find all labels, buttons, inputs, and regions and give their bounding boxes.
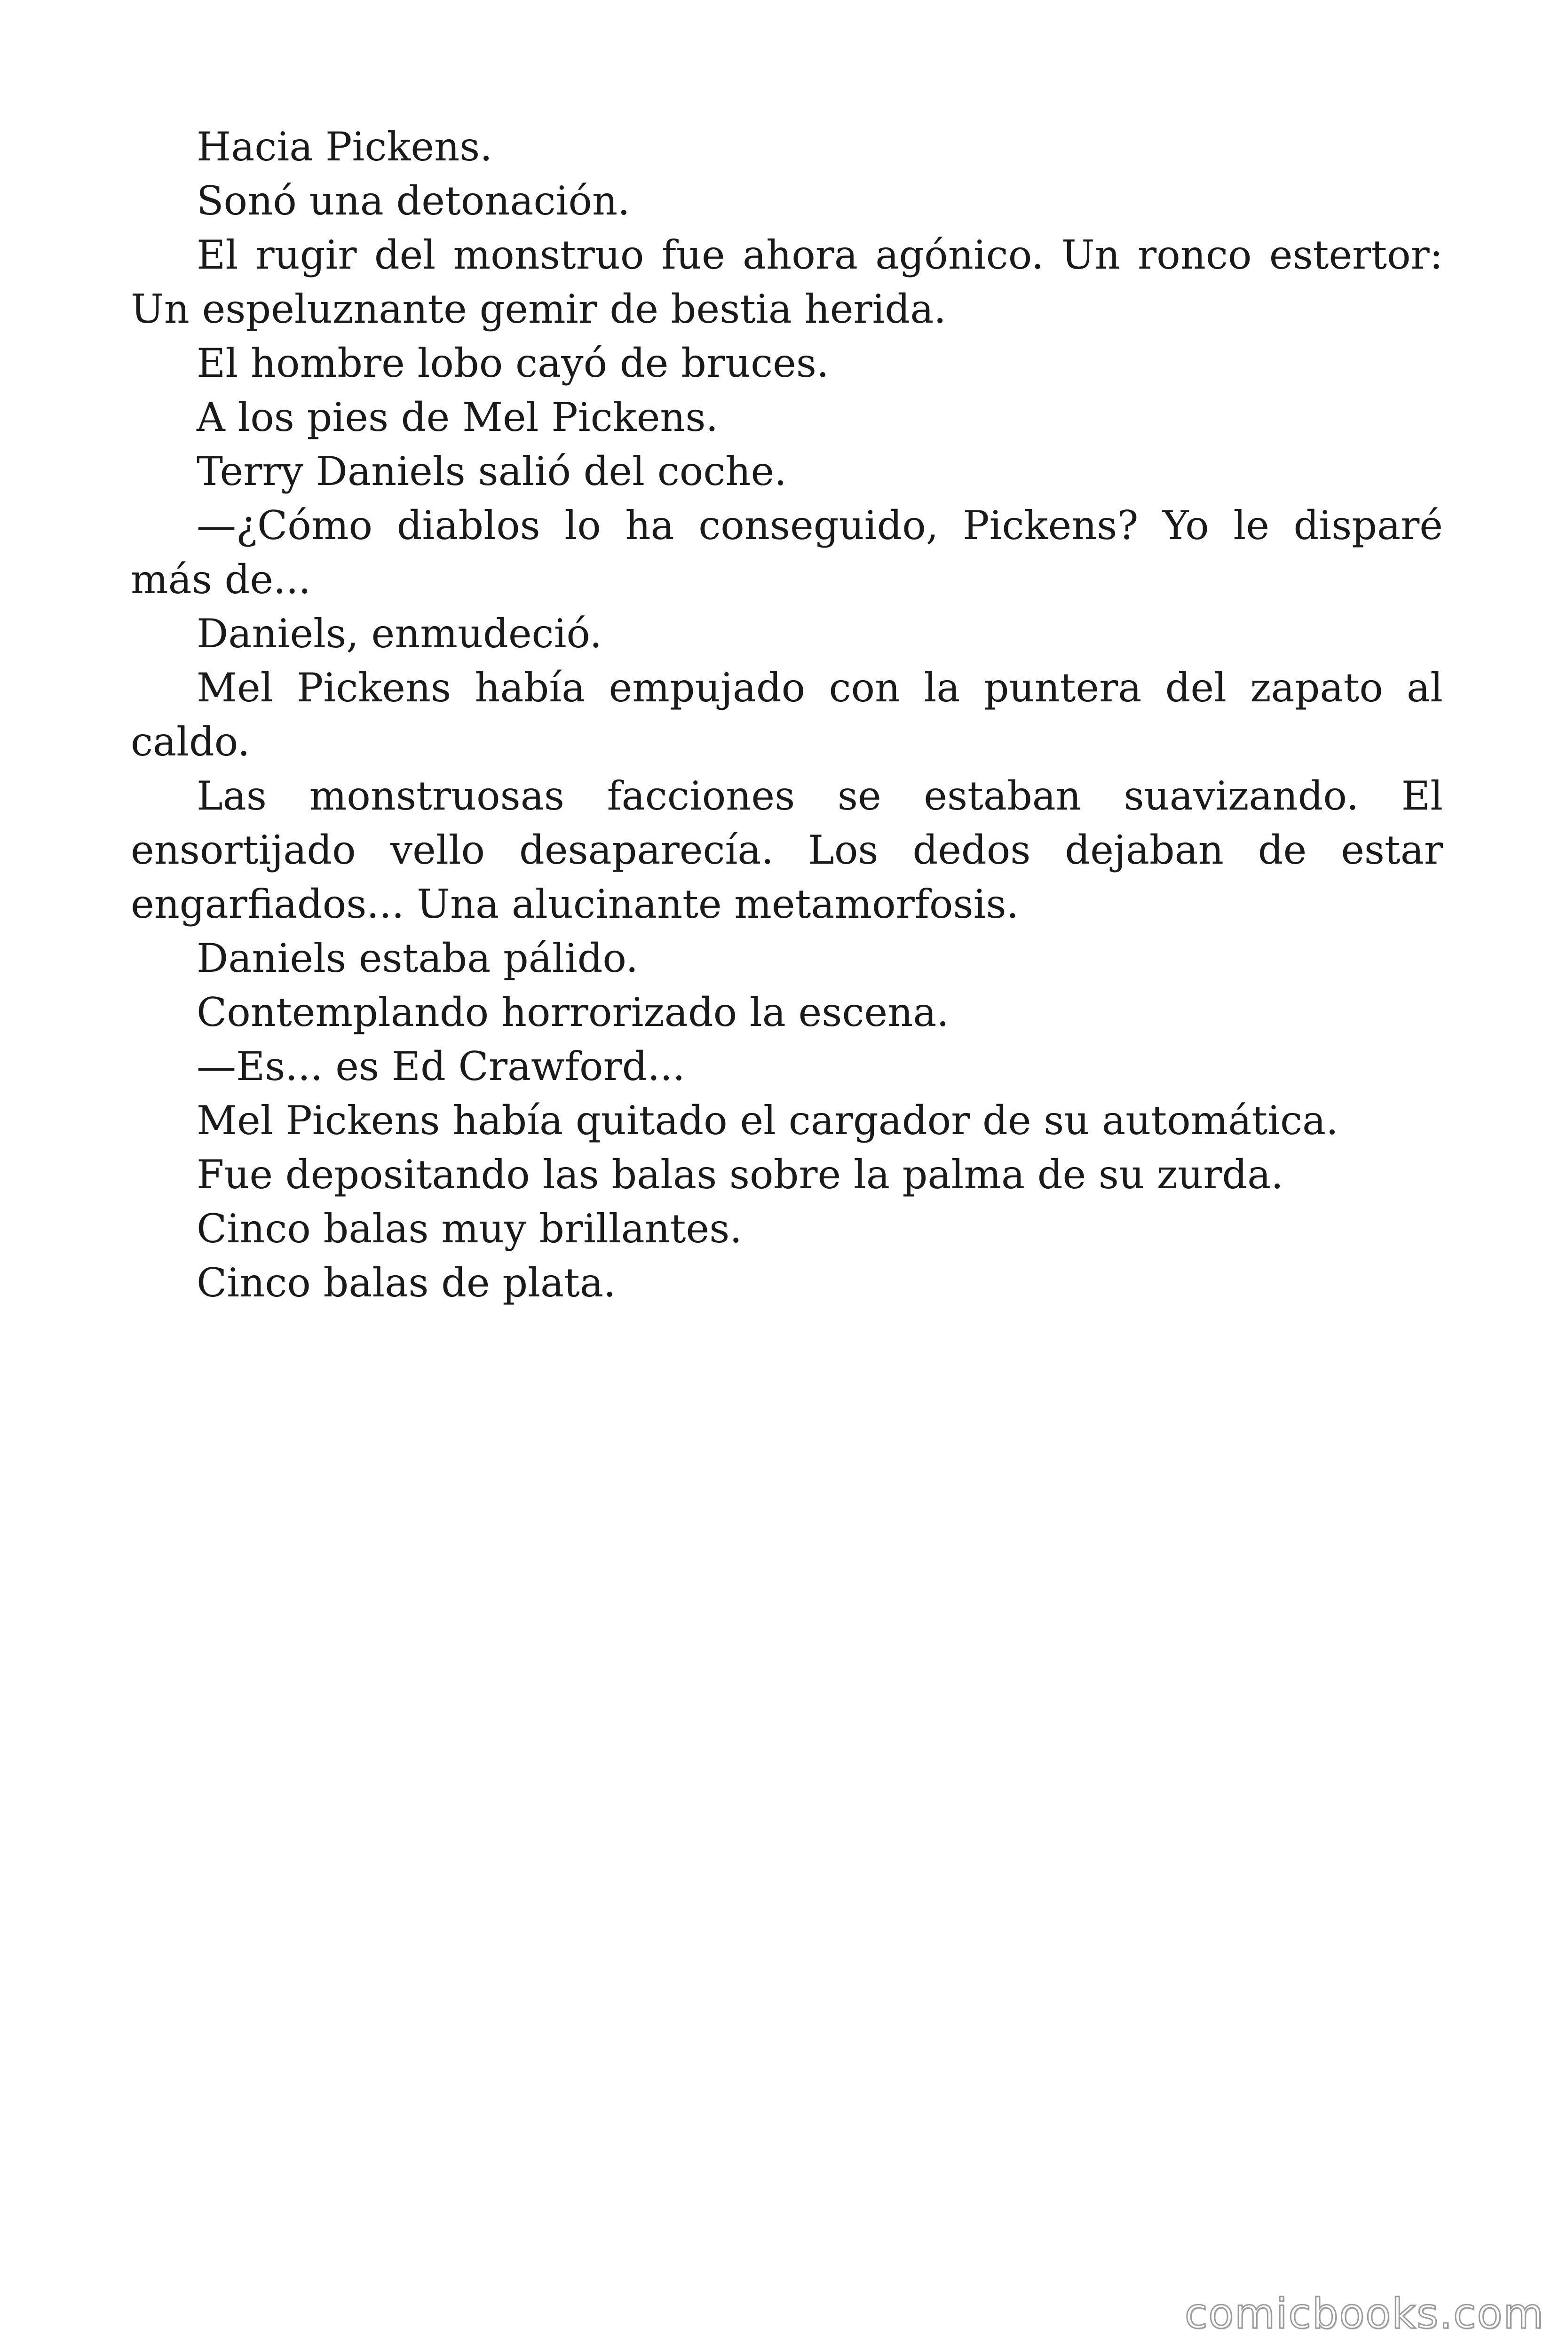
paragraph: Hacia Pickens. (197, 124, 492, 170)
watermark: comicbooks.com (1184, 2289, 1544, 2338)
paragraph: A los pies de Mel Pickens. (197, 394, 719, 440)
paragraph: El hombre lobo cayó de bruces. (197, 340, 829, 386)
paragraph: —Es... es Ed Crawford... (197, 1043, 685, 1089)
paragraph: Terry Daniels salió del coche. (197, 448, 787, 494)
paragraph: Daniels, enmudeció. (197, 611, 602, 657)
paragraph: Contemplando horrorizado la escena. (197, 989, 949, 1035)
paragraph: Cinco balas de plata. (197, 1260, 616, 1306)
body-text (131, 120, 1443, 1310)
paragraph: Las monstruosas facciones se estaban suavizando. El ensortijado vello desaparecía. Los dedos dejaban de estar engarfiados... Una alucinante metamorfosis. (131, 773, 1443, 927)
paragraph: Sonó una detonación. (197, 178, 630, 224)
paragraph: —¿Cómo diablos lo ha conseguido, Pickens? Yo le disparé más de... (131, 502, 1443, 603)
paragraph: Mel Pickens había empujado con la puntera del zapato al caldo. (131, 665, 1443, 765)
paragraph: Mel Pickens había quitado el cargador de su automática. (197, 1097, 1338, 1144)
paragraph: El rugir del monstruo fue ahora agónico. Un ronco estertor: Un espeluznante gemir de bestia herida. (131, 232, 1443, 332)
paragraph: Cinco balas muy brillantes. (197, 1206, 743, 1252)
paragraph: Daniels estaba pálido. (197, 935, 639, 981)
paragraph: Fue depositando las balas sobre la palma de su zurda. (197, 1152, 1283, 1198)
